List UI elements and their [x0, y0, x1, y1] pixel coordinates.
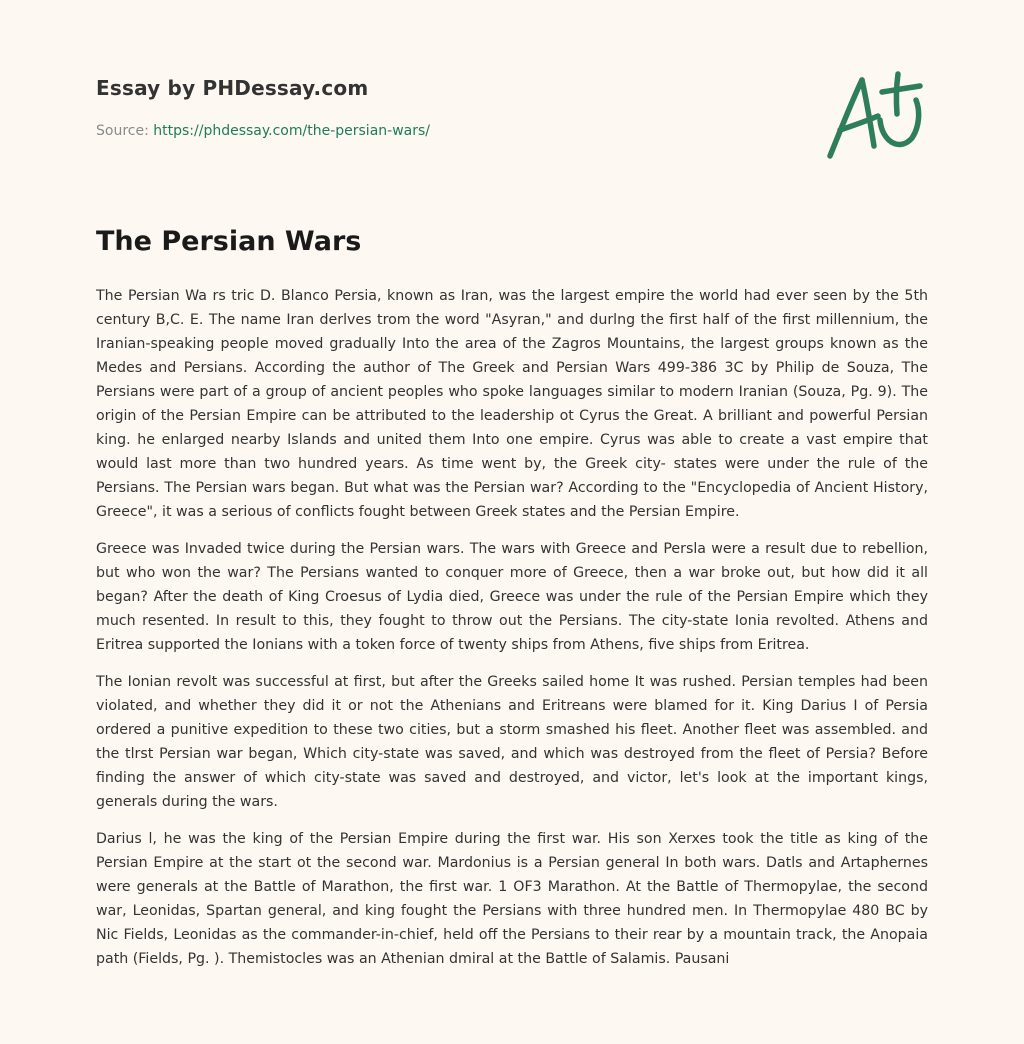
site-brand: Essay by PHDessay.com [96, 76, 369, 100]
essay-paragraph: Greece was Invaded twice during the Persian wars. The wars with Greece and Persla were a result due to rebellion, but who won the war? The Persians wanted to conquer more of Greece, then a war broke out, but how did it all began? After the death of King Croesus of Lydia died, Greece was under the rule of the Persian Empire which they much resented. In result to this, they fought to throw out the Persians. The city-state Ionia revolted. Athens and Eritrea supported the Ionians with a token force of twenty ships from Athens, five ships from Eritrea. [96, 541, 928, 653]
source-label: Source: [96, 123, 154, 139]
essay-paragraph: Darius l, he was the king of the Persian Empire during the first war. His son Xerxes took the title as king of the Persian Empire at the start ot the second war. Mardonius is a Persian general In both wars. Datls and Artaphernes were generals at the Battle of Marathon, the first war. 1 OF3 Marathon. At the Battle of Thermopylae, the second war, Leonidas, Spartan general, and king fought the Persians with three hundred men. In Thermopylae 480 BC by Nic Fields, Leonidas as the commander-in-chief, held off the Persians to their rear by a mountain track, the Anopaia path (Fields, Pg. ). Themistocles was an Athenian dmiral at the Battle of Salamis. Pausani [96, 831, 928, 967]
a-plus-logo-icon [820, 66, 930, 166]
essay-title: The Persian Wars [96, 226, 362, 257]
essay-paragraph: The Ionian revolt was successful at first, but after the Greeks sailed home It was rushed. Persian temples had been violated, and whether they did it or not the Athenians and Eritreans were blamed for it. King Darius I of Persia ordered a punitive expedition to these two cities, but a storm smashed his fleet. Another fleet was assembled. and the tlrst Persian war began, Which city-state was saved, and which was destroyed from the fleet of Persia? Before finding the answer of which city-state was saved and destroyed, and victor, let's look at the important kings, generals during the wars. [96, 674, 928, 810]
source-line [96, 123, 430, 139]
essay-body [96, 284, 928, 984]
source-link[interactable]: https://phdessay.com/the-persian-wars/ [153, 123, 430, 139]
essay-paragraph: The Persian Wa rs tric D. Blanco Persia, known as Iran, was the largest empire the world had ever seen by the 5th century B,C. E. The name Iran derlves trom the word "Asyran," and durlng the first half of the first millennium, the Iranian-speaking people moved gradually Into the area of the Zagros Mountains, the largest groups known as the Medes and Persians. According the author of The Greek and Persian Wars 499-386 3C by Philip de Souza, The Persians were part of a group of ancient peoples who spoke languages similar to modern Iranian (Souza, Pg. 9). The origin of the Persian Empire can be attributed to the leadership ot Cyrus the Great. A brilliant and powerful Persian king. he enlarged nearby Islands and united them Into one empire. Cyrus was able to create a vast empire that would last more than two hundred years. As time went by, the Greek city- states were under the rule of the Persians. The Persian wars began. But what was the Persian war? According to the "Encyclopedia of Ancient History, Greece", it was a serious of conflicts fought between Greek states and the Persian Empire. [96, 288, 928, 520]
